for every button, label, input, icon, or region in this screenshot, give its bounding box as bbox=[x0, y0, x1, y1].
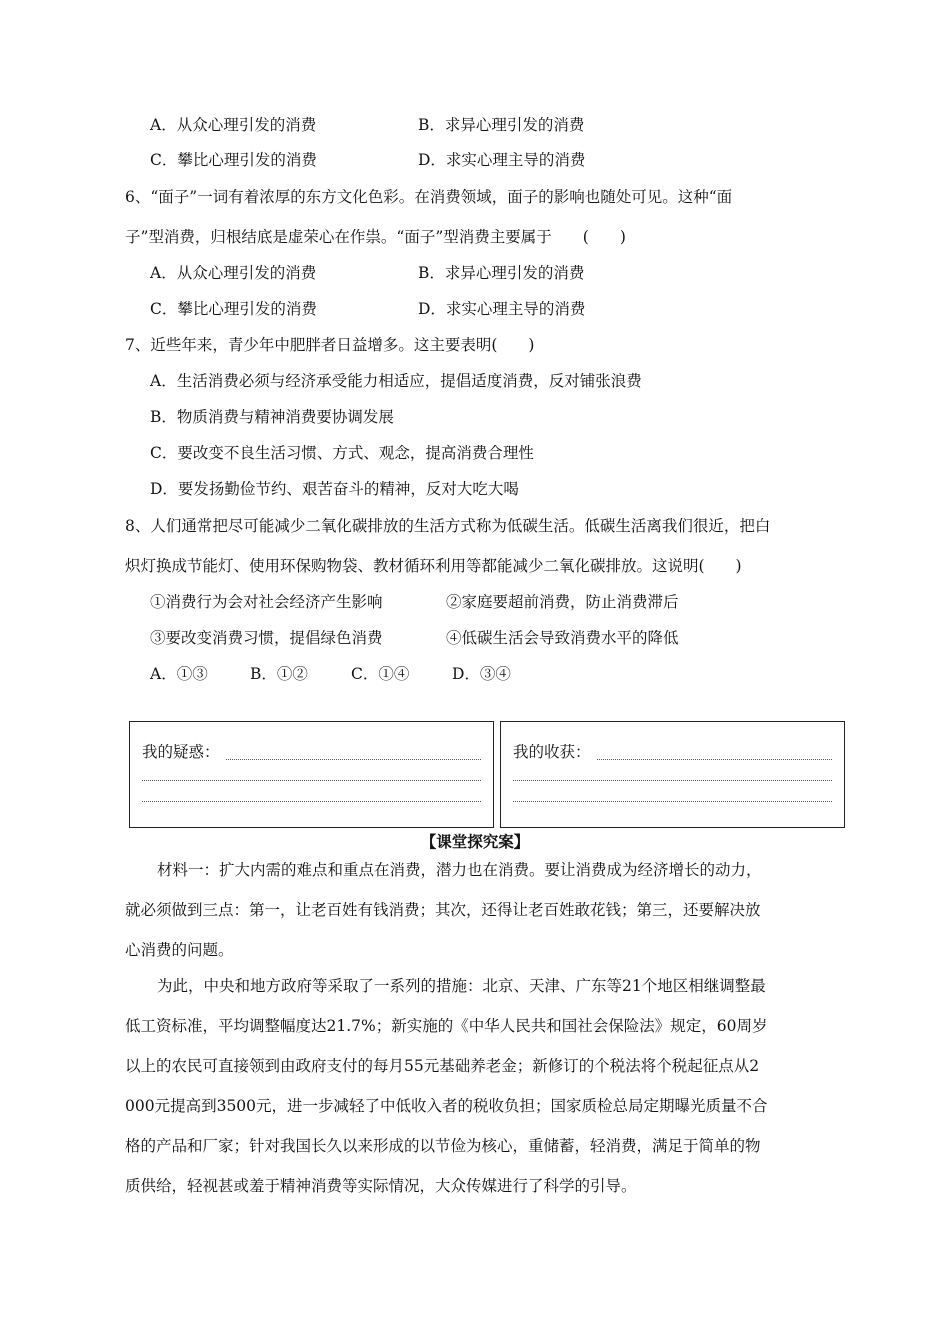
q7-option-c: C．要改变不良生活习惯、方式、观念，提高消费合理性 bbox=[150, 444, 534, 462]
q6-stem-line1: 6、“面子”一词有着浓厚的东方文化色彩。在消费领域，面子的影响也随处可见。这种“面 bbox=[125, 188, 733, 206]
doubt-writing-line-1[interactable] bbox=[226, 759, 481, 760]
q8-stem-line2: 炽灯换成节能灯、使用环保购物袋、教材循环利用等都能减少二氧化碳排放。这说明( ) bbox=[125, 557, 742, 575]
q8-statement-4: ④低碳生活会导致消费水平的降低 bbox=[446, 629, 679, 647]
q5-option-b: B．求异心理引发的消费 bbox=[418, 116, 585, 134]
material-p2-line5: 格的产品和厂家；针对我国长久以来形成的以节俭为核心，重储蓄，轻消费，满足于简单的物 bbox=[125, 1137, 761, 1155]
q8-stem-line1: 8、人们通常把尽可能减少二氧化碳排放的生活方式称为低碳生活。低碳生活离我们很近，把白 bbox=[125, 517, 771, 535]
q5-option-c: C．攀比心理引发的消费 bbox=[150, 151, 317, 169]
material-p2-line4: 000元提高到3500元，进一步减轻了中低收入者的税收负担；国家质检总局定期曝光质量不合 bbox=[125, 1097, 768, 1115]
q5-option-d: D．求实心理主导的消费 bbox=[418, 151, 586, 169]
q6-option-c: C．攀比心理引发的消费 bbox=[150, 300, 317, 318]
material-p2-line6: 质供给，轻视甚或羞于精神消费等实际情况，大众传媒进行了科学的引导。 bbox=[125, 1177, 637, 1195]
q7-option-a: A．生活消费必须与经济承受能力相适应，提倡适度消费，反对铺张浪费 bbox=[150, 372, 642, 390]
q8-option-d: D．③④ bbox=[452, 665, 511, 683]
q8-statement-1: ①消费行为会对社会经济产生影响 bbox=[150, 593, 383, 611]
q6-option-a: A．从众心理引发的消费 bbox=[150, 264, 317, 282]
doubt-box bbox=[129, 721, 494, 828]
gain-writing-line-2[interactable] bbox=[513, 780, 832, 781]
q7-option-d: D．要发扬勤俭节约、艰苦奋斗的精神，反对大吃大喝 bbox=[150, 480, 519, 498]
material-p1-line2: 就必须做到三点：第一，让老百姓有钱消费；其次，还得让老百姓敢花钱；第三，还要解决放 bbox=[125, 901, 761, 919]
material-p1-line3: 心消费的问题。 bbox=[125, 941, 234, 959]
q7-option-b: B．物质消费与精神消费要协调发展 bbox=[150, 408, 394, 426]
q8-statement-3: ③要改变消费习惯，提倡绿色消费 bbox=[150, 629, 383, 647]
q5-option-a: A．从众心理引发的消费 bbox=[150, 116, 317, 134]
q8-option-b: B．①② bbox=[250, 665, 308, 683]
gain-box bbox=[500, 721, 845, 828]
gain-writing-line-3[interactable] bbox=[513, 801, 832, 802]
q8-option-c: C．①④ bbox=[351, 665, 410, 683]
q7-stem: 7、近些年来，青少年中肥胖者日益增多。这主要表明( ) bbox=[125, 336, 535, 354]
q6-option-b: B．求异心理引发的消费 bbox=[418, 264, 585, 282]
doubt-writing-line-3[interactable] bbox=[142, 801, 481, 802]
gain-writing-line-1[interactable] bbox=[597, 759, 832, 760]
material-p1-line1: 材料一：扩大内需的难点和重点在消费，潜力也在消费。要让消费成为经济增长的动力， bbox=[157, 861, 762, 879]
doubt-label: 我的疑惑： bbox=[142, 743, 220, 761]
q6-option-d: D．求实心理主导的消费 bbox=[418, 300, 586, 318]
q8-option-a: A．①③ bbox=[150, 665, 208, 683]
material-p2-line2: 低工资标准，平均调整幅度达21.7%；新实施的《中华人民共和国社会保险法》规定，60周岁 bbox=[125, 1017, 768, 1035]
q6-stem-line2: 子”型消费，归根结底是虚荣心在作祟。“面子”型消费主要属于 ( ) bbox=[125, 228, 626, 246]
q8-statement-2: ②家庭要超前消费，防止消费滞后 bbox=[446, 593, 679, 611]
material-p2-line1: 为此，中央和地方政府等采取了一系列的措施：北京、天津、广东等21个地区相继调整最 bbox=[157, 977, 766, 995]
material-p2-line3: 以上的农民可直接领到由政府支付的每月55元基础养老金；新修订的个税法将个税起征点从2 bbox=[125, 1057, 760, 1075]
gain-label: 我的收获： bbox=[513, 743, 591, 761]
section-title: 【课堂探究案】 bbox=[420, 832, 530, 851]
doubt-writing-line-2[interactable] bbox=[142, 780, 481, 781]
